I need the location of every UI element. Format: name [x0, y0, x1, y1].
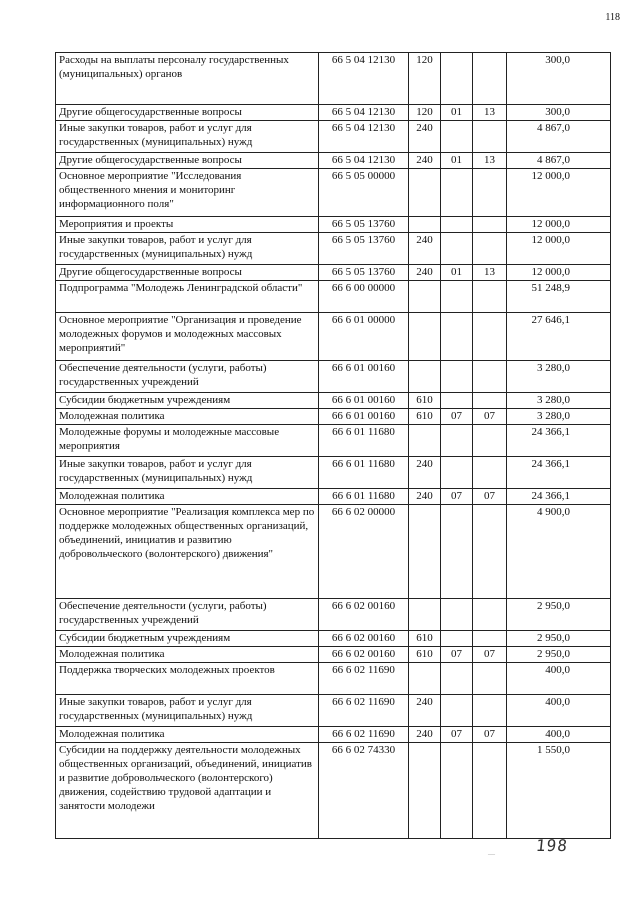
row-expense-type-cell: 610 [409, 631, 441, 647]
row-name-cell: Молодежные форумы и молодежные массовые мероприятия [56, 425, 319, 457]
row-section-cell [441, 695, 473, 727]
table-row [56, 217, 611, 233]
row-name-cell: Молодежная политика [56, 727, 319, 743]
row-name-cell: Субсидии бюджетным учреждениям [56, 631, 319, 647]
row-code-cell: 66 6 01 11680 [319, 425, 409, 457]
row-subsection-cell [473, 217, 507, 233]
row-subsection-cell [473, 169, 507, 217]
row-amount-cell: 24 366,1 [507, 457, 611, 489]
row-section-cell [441, 313, 473, 361]
row-section-cell [441, 425, 473, 457]
row-subsection-cell: 07 [473, 727, 507, 743]
row-name-cell: Мероприятия и проекты [56, 217, 319, 233]
table-row [56, 457, 611, 489]
row-name-cell: Молодежная политика [56, 409, 319, 425]
page-stamp-number: 198 [535, 836, 569, 855]
row-subsection-cell [473, 631, 507, 647]
row-code-cell: 66 6 00 00000 [319, 281, 409, 313]
row-subsection-cell: 13 [473, 265, 507, 281]
row-expense-type-cell: 120 [409, 53, 441, 105]
row-code-cell: 66 6 01 11680 [319, 489, 409, 505]
row-code-cell: 66 6 01 00160 [319, 409, 409, 425]
row-expense-type-cell: 240 [409, 457, 441, 489]
row-section-cell: 01 [441, 153, 473, 169]
row-expense-type-cell [409, 599, 441, 631]
row-subsection-cell [473, 457, 507, 489]
row-name-cell: Субсидии бюджетным учреждениям [56, 393, 319, 409]
row-amount-cell: 12 000,0 [507, 233, 611, 265]
row-code-cell: 66 6 01 00160 [319, 361, 409, 393]
row-section-cell [441, 743, 473, 839]
row-subsection-cell [473, 425, 507, 457]
row-section-cell [441, 217, 473, 233]
row-subsection-cell: 07 [473, 647, 507, 663]
row-amount-cell: 300,0 [507, 53, 611, 105]
row-subsection-cell: 07 [473, 409, 507, 425]
row-subsection-cell [473, 281, 507, 313]
row-code-cell: 66 5 05 13760 [319, 217, 409, 233]
row-subsection-cell [473, 121, 507, 153]
table-row [56, 631, 611, 647]
row-name-cell: Иные закупки товаров, работ и услуг для государственных (муниципальных) нужд [56, 233, 319, 265]
table-row [56, 361, 611, 393]
row-expense-type-cell: 120 [409, 105, 441, 121]
row-expense-type-cell: 240 [409, 233, 441, 265]
row-code-cell: 66 5 05 00000 [319, 169, 409, 217]
row-section-cell [441, 663, 473, 695]
table-row [56, 409, 611, 425]
row-name-cell: Поддержка творческих молодежных проектов [56, 663, 319, 695]
row-subsection-cell [473, 393, 507, 409]
row-expense-type-cell: 610 [409, 393, 441, 409]
table-row [56, 727, 611, 743]
table-row [56, 169, 611, 217]
row-amount-cell: 3 280,0 [507, 409, 611, 425]
table-row [56, 425, 611, 457]
row-amount-cell: 24 366,1 [507, 489, 611, 505]
row-amount-cell: 24 366,1 [507, 425, 611, 457]
row-amount-cell: 12 000,0 [507, 217, 611, 233]
row-expense-type-cell: 240 [409, 695, 441, 727]
row-name-cell: Субсидии на поддержку деятельности молодежных общественных организаций, объединений, инициатив и развитие добровольческого (волонтерского) движения, содействию трудовой адаптации и занятости молодежи [56, 743, 319, 839]
row-name-cell: Расходы на выплаты персоналу государственных (муниципальных) органов [56, 53, 319, 105]
row-subsection-cell [473, 361, 507, 393]
row-section-cell: 01 [441, 105, 473, 121]
row-name-cell: Подпрограмма "Молодежь Ленинградской области" [56, 281, 319, 313]
row-code-cell: 66 6 01 00000 [319, 313, 409, 361]
row-section-cell: 01 [441, 265, 473, 281]
row-name-cell: Основное мероприятие "Организация и проведение молодежных форумов и молодежных массовых мероприятий" [56, 313, 319, 361]
table-row [56, 53, 611, 105]
row-section-cell: 07 [441, 489, 473, 505]
row-section-cell [441, 393, 473, 409]
table-row [56, 599, 611, 631]
row-expense-type-cell: 240 [409, 727, 441, 743]
row-code-cell: 66 6 02 11690 [319, 695, 409, 727]
table-row [56, 313, 611, 361]
row-amount-cell: 3 280,0 [507, 361, 611, 393]
row-section-cell [441, 457, 473, 489]
row-code-cell: 66 6 02 00160 [319, 647, 409, 663]
row-code-cell: 66 6 02 00000 [319, 505, 409, 599]
row-code-cell: 66 5 04 12130 [319, 105, 409, 121]
row-amount-cell: 4 867,0 [507, 121, 611, 153]
table-row [56, 647, 611, 663]
row-code-cell: 66 5 05 13760 [319, 265, 409, 281]
row-expense-type-cell [409, 281, 441, 313]
table-row [56, 233, 611, 265]
row-subsection-cell [473, 695, 507, 727]
table-row [56, 743, 611, 839]
row-amount-cell: 3 280,0 [507, 393, 611, 409]
table-row [56, 695, 611, 727]
budget-table [55, 52, 611, 839]
page-number: 118 [605, 12, 620, 23]
row-subsection-cell [473, 53, 507, 105]
row-expense-type-cell [409, 217, 441, 233]
row-code-cell: 66 5 05 13760 [319, 233, 409, 265]
row-amount-cell: 2 950,0 [507, 631, 611, 647]
row-code-cell: 66 6 02 00160 [319, 599, 409, 631]
row-name-cell: Другие общегосударственные вопросы [56, 153, 319, 169]
row-amount-cell: 1 550,0 [507, 743, 611, 839]
row-amount-cell: 2 950,0 [507, 647, 611, 663]
row-amount-cell: 51 248,9 [507, 281, 611, 313]
row-code-cell: 66 5 04 12130 [319, 153, 409, 169]
row-expense-type-cell: 240 [409, 121, 441, 153]
row-name-cell: Иные закупки товаров, работ и услуг для государственных (муниципальных) нужд [56, 457, 319, 489]
row-subsection-cell: 07 [473, 489, 507, 505]
row-subsection-cell [473, 505, 507, 599]
table-row [56, 153, 611, 169]
row-section-cell [441, 53, 473, 105]
row-name-cell: Обеспечение деятельности (услуги, работы) государственных учреждений [56, 599, 319, 631]
row-name-cell: Молодежная политика [56, 647, 319, 663]
row-section-cell: 07 [441, 647, 473, 663]
row-expense-type-cell [409, 361, 441, 393]
row-section-cell [441, 599, 473, 631]
scan-mark: — [488, 850, 495, 858]
row-code-cell: 66 5 04 12130 [319, 53, 409, 105]
row-amount-cell: 4 900,0 [507, 505, 611, 599]
row-section-cell: 07 [441, 727, 473, 743]
row-subsection-cell [473, 233, 507, 265]
row-name-cell: Другие общегосударственные вопросы [56, 105, 319, 121]
table-row [56, 393, 611, 409]
row-name-cell: Основное мероприятие "Реализация комплекса мер по поддержке молодежных общественных организаций, объединений, инициатив и развитию добровольческого (волонтерского) движения" [56, 505, 319, 599]
row-subsection-cell: 13 [473, 153, 507, 169]
row-amount-cell: 12 000,0 [507, 265, 611, 281]
row-subsection-cell: 13 [473, 105, 507, 121]
row-section-cell: 07 [441, 409, 473, 425]
row-amount-cell: 2 950,0 [507, 599, 611, 631]
table-row [56, 265, 611, 281]
row-expense-type-cell [409, 313, 441, 361]
table-row [56, 505, 611, 599]
row-expense-type-cell [409, 505, 441, 599]
row-expense-type-cell: 610 [409, 409, 441, 425]
table-body [56, 53, 611, 839]
row-name-cell: Иные закупки товаров, работ и услуг для государственных (муниципальных) нужд [56, 695, 319, 727]
row-amount-cell: 12 000,0 [507, 169, 611, 217]
row-expense-type-cell: 240 [409, 153, 441, 169]
table-row [56, 105, 611, 121]
row-section-cell [441, 505, 473, 599]
row-expense-type-cell [409, 425, 441, 457]
table-row [56, 121, 611, 153]
row-section-cell [441, 631, 473, 647]
row-subsection-cell [473, 313, 507, 361]
row-section-cell [441, 121, 473, 153]
row-name-cell: Основное мероприятие "Исследования общественного мнения и мониторинг информационного поля" [56, 169, 319, 217]
row-amount-cell: 400,0 [507, 727, 611, 743]
row-subsection-cell [473, 663, 507, 695]
row-code-cell: 66 6 01 11680 [319, 457, 409, 489]
row-section-cell [441, 281, 473, 313]
row-code-cell: 66 6 02 00160 [319, 631, 409, 647]
row-code-cell: 66 6 02 11690 [319, 727, 409, 743]
row-amount-cell: 300,0 [507, 105, 611, 121]
row-code-cell: 66 6 02 11690 [319, 663, 409, 695]
row-name-cell: Другие общегосударственные вопросы [56, 265, 319, 281]
row-code-cell: 66 6 02 74330 [319, 743, 409, 839]
row-subsection-cell [473, 743, 507, 839]
row-code-cell: 66 6 01 00160 [319, 393, 409, 409]
row-expense-type-cell [409, 169, 441, 217]
row-section-cell [441, 169, 473, 217]
row-name-cell: Молодежная политика [56, 489, 319, 505]
row-section-cell [441, 361, 473, 393]
row-amount-cell: 400,0 [507, 663, 611, 695]
row-amount-cell: 4 867,0 [507, 153, 611, 169]
row-expense-type-cell [409, 663, 441, 695]
row-amount-cell: 27 646,1 [507, 313, 611, 361]
table-row [56, 281, 611, 313]
row-amount-cell: 400,0 [507, 695, 611, 727]
row-section-cell [441, 233, 473, 265]
table-row [56, 489, 611, 505]
row-name-cell: Обеспечение деятельности (услуги, работы) государственных учреждений [56, 361, 319, 393]
table-row [56, 663, 611, 695]
row-expense-type-cell: 240 [409, 489, 441, 505]
row-name-cell: Иные закупки товаров, работ и услуг для государственных (муниципальных) нужд [56, 121, 319, 153]
row-expense-type-cell: 240 [409, 265, 441, 281]
row-subsection-cell [473, 599, 507, 631]
row-expense-type-cell: 610 [409, 647, 441, 663]
row-expense-type-cell [409, 743, 441, 839]
row-code-cell: 66 5 04 12130 [319, 121, 409, 153]
